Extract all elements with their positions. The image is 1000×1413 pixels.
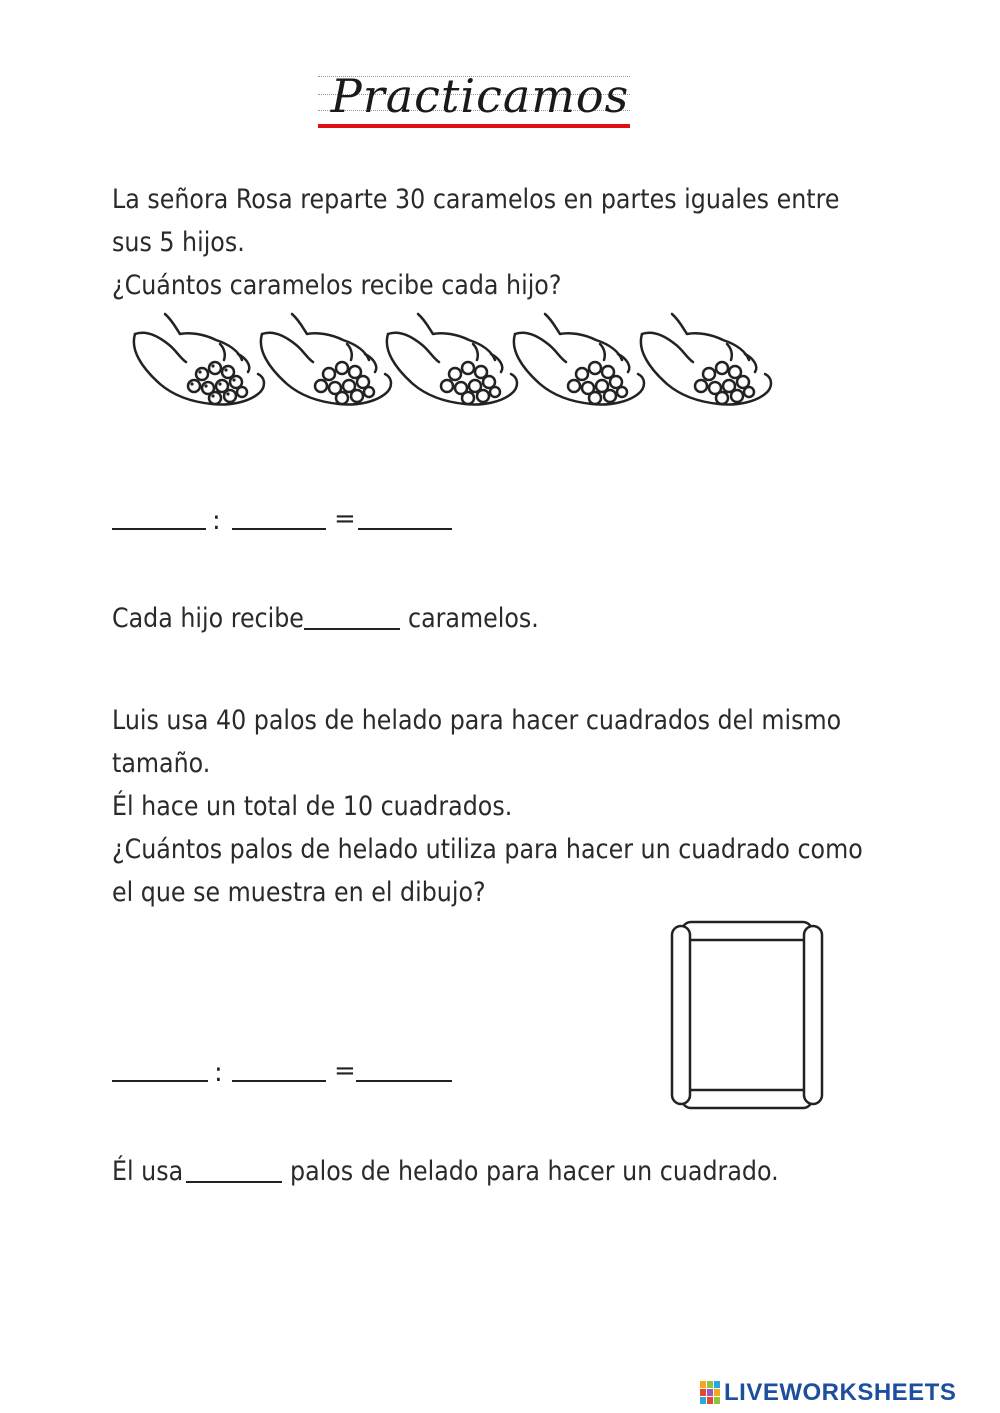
problem2-line: ¿Cuántos palos de helado utiliza para hacer un cuadrado como [112, 834, 863, 865]
answer2-text-before: Él usa [112, 1156, 184, 1187]
answer2-blank[interactable] [186, 1181, 282, 1183]
stick-right [804, 926, 822, 1104]
stick-bottom [682, 1090, 812, 1108]
problem2-line: tamaño. [112, 748, 211, 779]
blank-result[interactable] [356, 1080, 452, 1082]
problem2-line: Luis usa 40 palos de helado para hacer cuadrados del mismo [112, 705, 842, 736]
answer1-text-before: Cada hijo recibe [112, 603, 304, 634]
blank-dividend[interactable] [112, 528, 206, 530]
logo-mark-icon [700, 1381, 720, 1405]
blank-divisor[interactable] [232, 1080, 326, 1082]
equals-sign: = [334, 1056, 356, 1086]
equals-sign: = [334, 504, 356, 534]
problem2-line: el que se muestra en el dibujo? [112, 877, 486, 908]
hands-with-candies-illustration [120, 310, 790, 420]
blank-result[interactable] [358, 528, 452, 530]
divide-sign: : [214, 1058, 223, 1088]
title-underline [318, 124, 630, 128]
divide-sign: : [212, 506, 221, 536]
problem1-line: La señora Rosa reparte 30 caramelos en partes iguales entre [112, 184, 840, 215]
stick-left [672, 926, 690, 1104]
logo-text: LIVEWORKSHEETS [724, 1379, 957, 1406]
popsicle-stick-square-illustration [668, 918, 828, 1114]
blank-divisor[interactable] [232, 528, 326, 530]
problem1-line: ¿Cuántos caramelos recibe cada hijo? [112, 270, 562, 301]
answer2-text-after: palos de helado para hacer un cuadrado. [290, 1156, 779, 1187]
blank-dividend[interactable] [112, 1080, 208, 1082]
answer1-text-after: caramelos. [408, 603, 539, 634]
liveworksheets-logo [700, 1380, 995, 1406]
page-title: Practicamos [330, 69, 630, 123]
problem1-line: sus 5 hijos. [112, 227, 245, 258]
answer1-blank[interactable] [304, 628, 400, 630]
problem2-line: Él hace un total de 10 cuadrados. [112, 791, 513, 822]
page-title-block [318, 66, 630, 132]
stick-top [682, 922, 812, 940]
